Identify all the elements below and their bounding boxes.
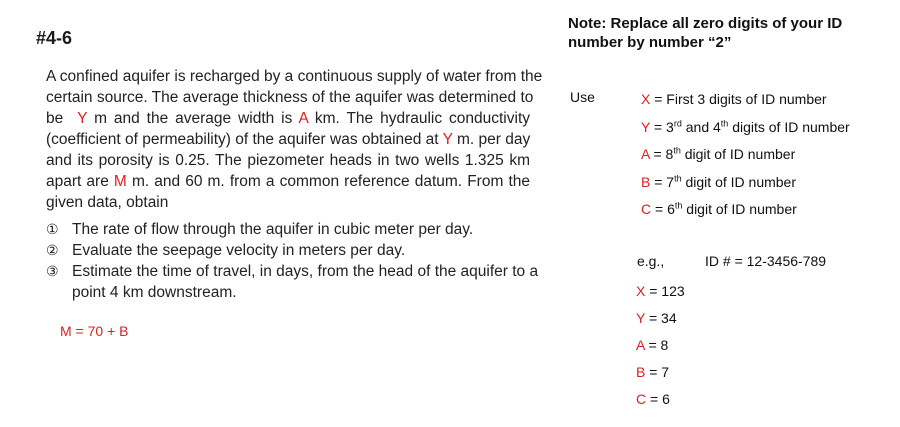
rule-text: digit of ID number xyxy=(681,173,796,190)
variable-m: M xyxy=(113,173,127,190)
statement-line: and its porosity is 0.25. The piezometer heads in two wells 1.325 km xyxy=(46,152,530,169)
example-value xyxy=(636,359,685,386)
task-text: Evaluate the seepage velocity in meters per day. xyxy=(72,242,406,259)
ordinal-suffix: rd xyxy=(673,117,682,128)
statement-line: certain source. The average thickness of the aquifer was determined to xyxy=(46,89,534,106)
text-fragment: m. per day xyxy=(457,131,531,148)
text-fragment: m and the average width is xyxy=(94,110,293,127)
ordinal-suffix: th xyxy=(674,172,682,183)
task-text-line: point 4 km downstream. xyxy=(72,284,237,301)
note-line-2: number by number “2” xyxy=(568,34,732,51)
example-values xyxy=(636,278,685,413)
example-variable: B xyxy=(636,364,646,380)
rule-variable: B xyxy=(641,173,651,190)
example-value-text: = 34 xyxy=(645,310,677,326)
example-value-text: = 7 xyxy=(645,364,670,380)
task-number: ① xyxy=(46,221,59,237)
example-value xyxy=(636,278,685,305)
example-value xyxy=(636,332,685,359)
m-formula: M = 70 + B xyxy=(60,323,129,339)
variable-a: A xyxy=(298,110,308,127)
example-id: ID # = 12-3456-789 xyxy=(705,253,827,269)
example-value xyxy=(636,386,685,413)
rule-text: digit of ID number xyxy=(680,146,796,162)
variable-y: Y xyxy=(77,110,88,127)
ordinal-suffix: th xyxy=(673,145,681,156)
task-text-line: Estimate the time of travel, in days, from the head of the aquifer to a xyxy=(72,263,539,280)
text-fragment: m. and 60 m. from a common reference datum. From the xyxy=(131,173,530,190)
text-fragment: (coefficient of permeability) of the aquifer was obtained at xyxy=(46,131,439,148)
text-fragment: be xyxy=(46,110,64,127)
statement-line: A confined aquifer is recharged by a continuous supply of water from the xyxy=(46,68,543,85)
use-label: Use xyxy=(570,89,595,105)
task-number: ② xyxy=(46,242,59,258)
rule-text: = 7 xyxy=(650,173,675,190)
task-item xyxy=(46,219,538,240)
statement-line xyxy=(46,129,530,150)
example-value-text: = 6 xyxy=(646,391,670,407)
rule-text: digit of ID number xyxy=(682,201,797,217)
variable-rules xyxy=(641,86,850,224)
example-label: e.g., xyxy=(637,253,665,269)
task-text: The rate of flow through the aquifer in cubic meter per day. xyxy=(72,221,474,238)
task-text xyxy=(72,261,538,303)
problem-statement xyxy=(46,66,543,213)
example-value-text: = 123 xyxy=(645,283,685,299)
problem-number: #4-6 xyxy=(36,28,73,48)
rule-variable: C xyxy=(641,201,652,217)
rule-variable: X xyxy=(641,91,651,107)
example-variable: C xyxy=(636,391,647,407)
rule-text: = 8 xyxy=(649,146,674,162)
task-number: ③ xyxy=(46,263,59,279)
rule-variable: Y xyxy=(641,118,651,135)
rule-b xyxy=(641,169,850,197)
rule-text: = First 3 digits of ID number xyxy=(650,91,827,107)
rule-a xyxy=(641,141,850,169)
example-variable: X xyxy=(636,283,646,299)
text-fragment: apart are xyxy=(46,173,109,190)
rule-variable: A xyxy=(641,146,650,162)
rule-text: = 6 xyxy=(651,201,675,217)
ordinal-suffix: th xyxy=(720,117,729,128)
example-variable: Y xyxy=(636,310,646,326)
example-value xyxy=(636,305,685,332)
task-item xyxy=(46,261,538,303)
example-value-text: = 8 xyxy=(644,337,669,353)
text-fragment: km. The hydraulic conductivity xyxy=(314,110,530,127)
ordinal-suffix: th xyxy=(674,200,683,211)
statement-line xyxy=(46,171,530,192)
note-line-1: Note: Replace all zero digits of your ID xyxy=(568,15,843,32)
example-variable: A xyxy=(636,337,645,353)
rule-text: = 3 xyxy=(650,118,674,135)
variable-y: Y xyxy=(442,131,453,148)
task-item xyxy=(46,240,538,261)
rule-x xyxy=(641,86,850,114)
rule-text: and 4 xyxy=(681,118,721,135)
task-list xyxy=(46,219,538,303)
rule-y xyxy=(641,114,850,142)
rule-c xyxy=(641,196,850,224)
statement-line xyxy=(46,108,530,129)
rule-text: digits of ID number xyxy=(728,118,850,135)
statement-line: given data, obtain xyxy=(46,194,169,211)
id-replacement-note xyxy=(568,14,842,52)
